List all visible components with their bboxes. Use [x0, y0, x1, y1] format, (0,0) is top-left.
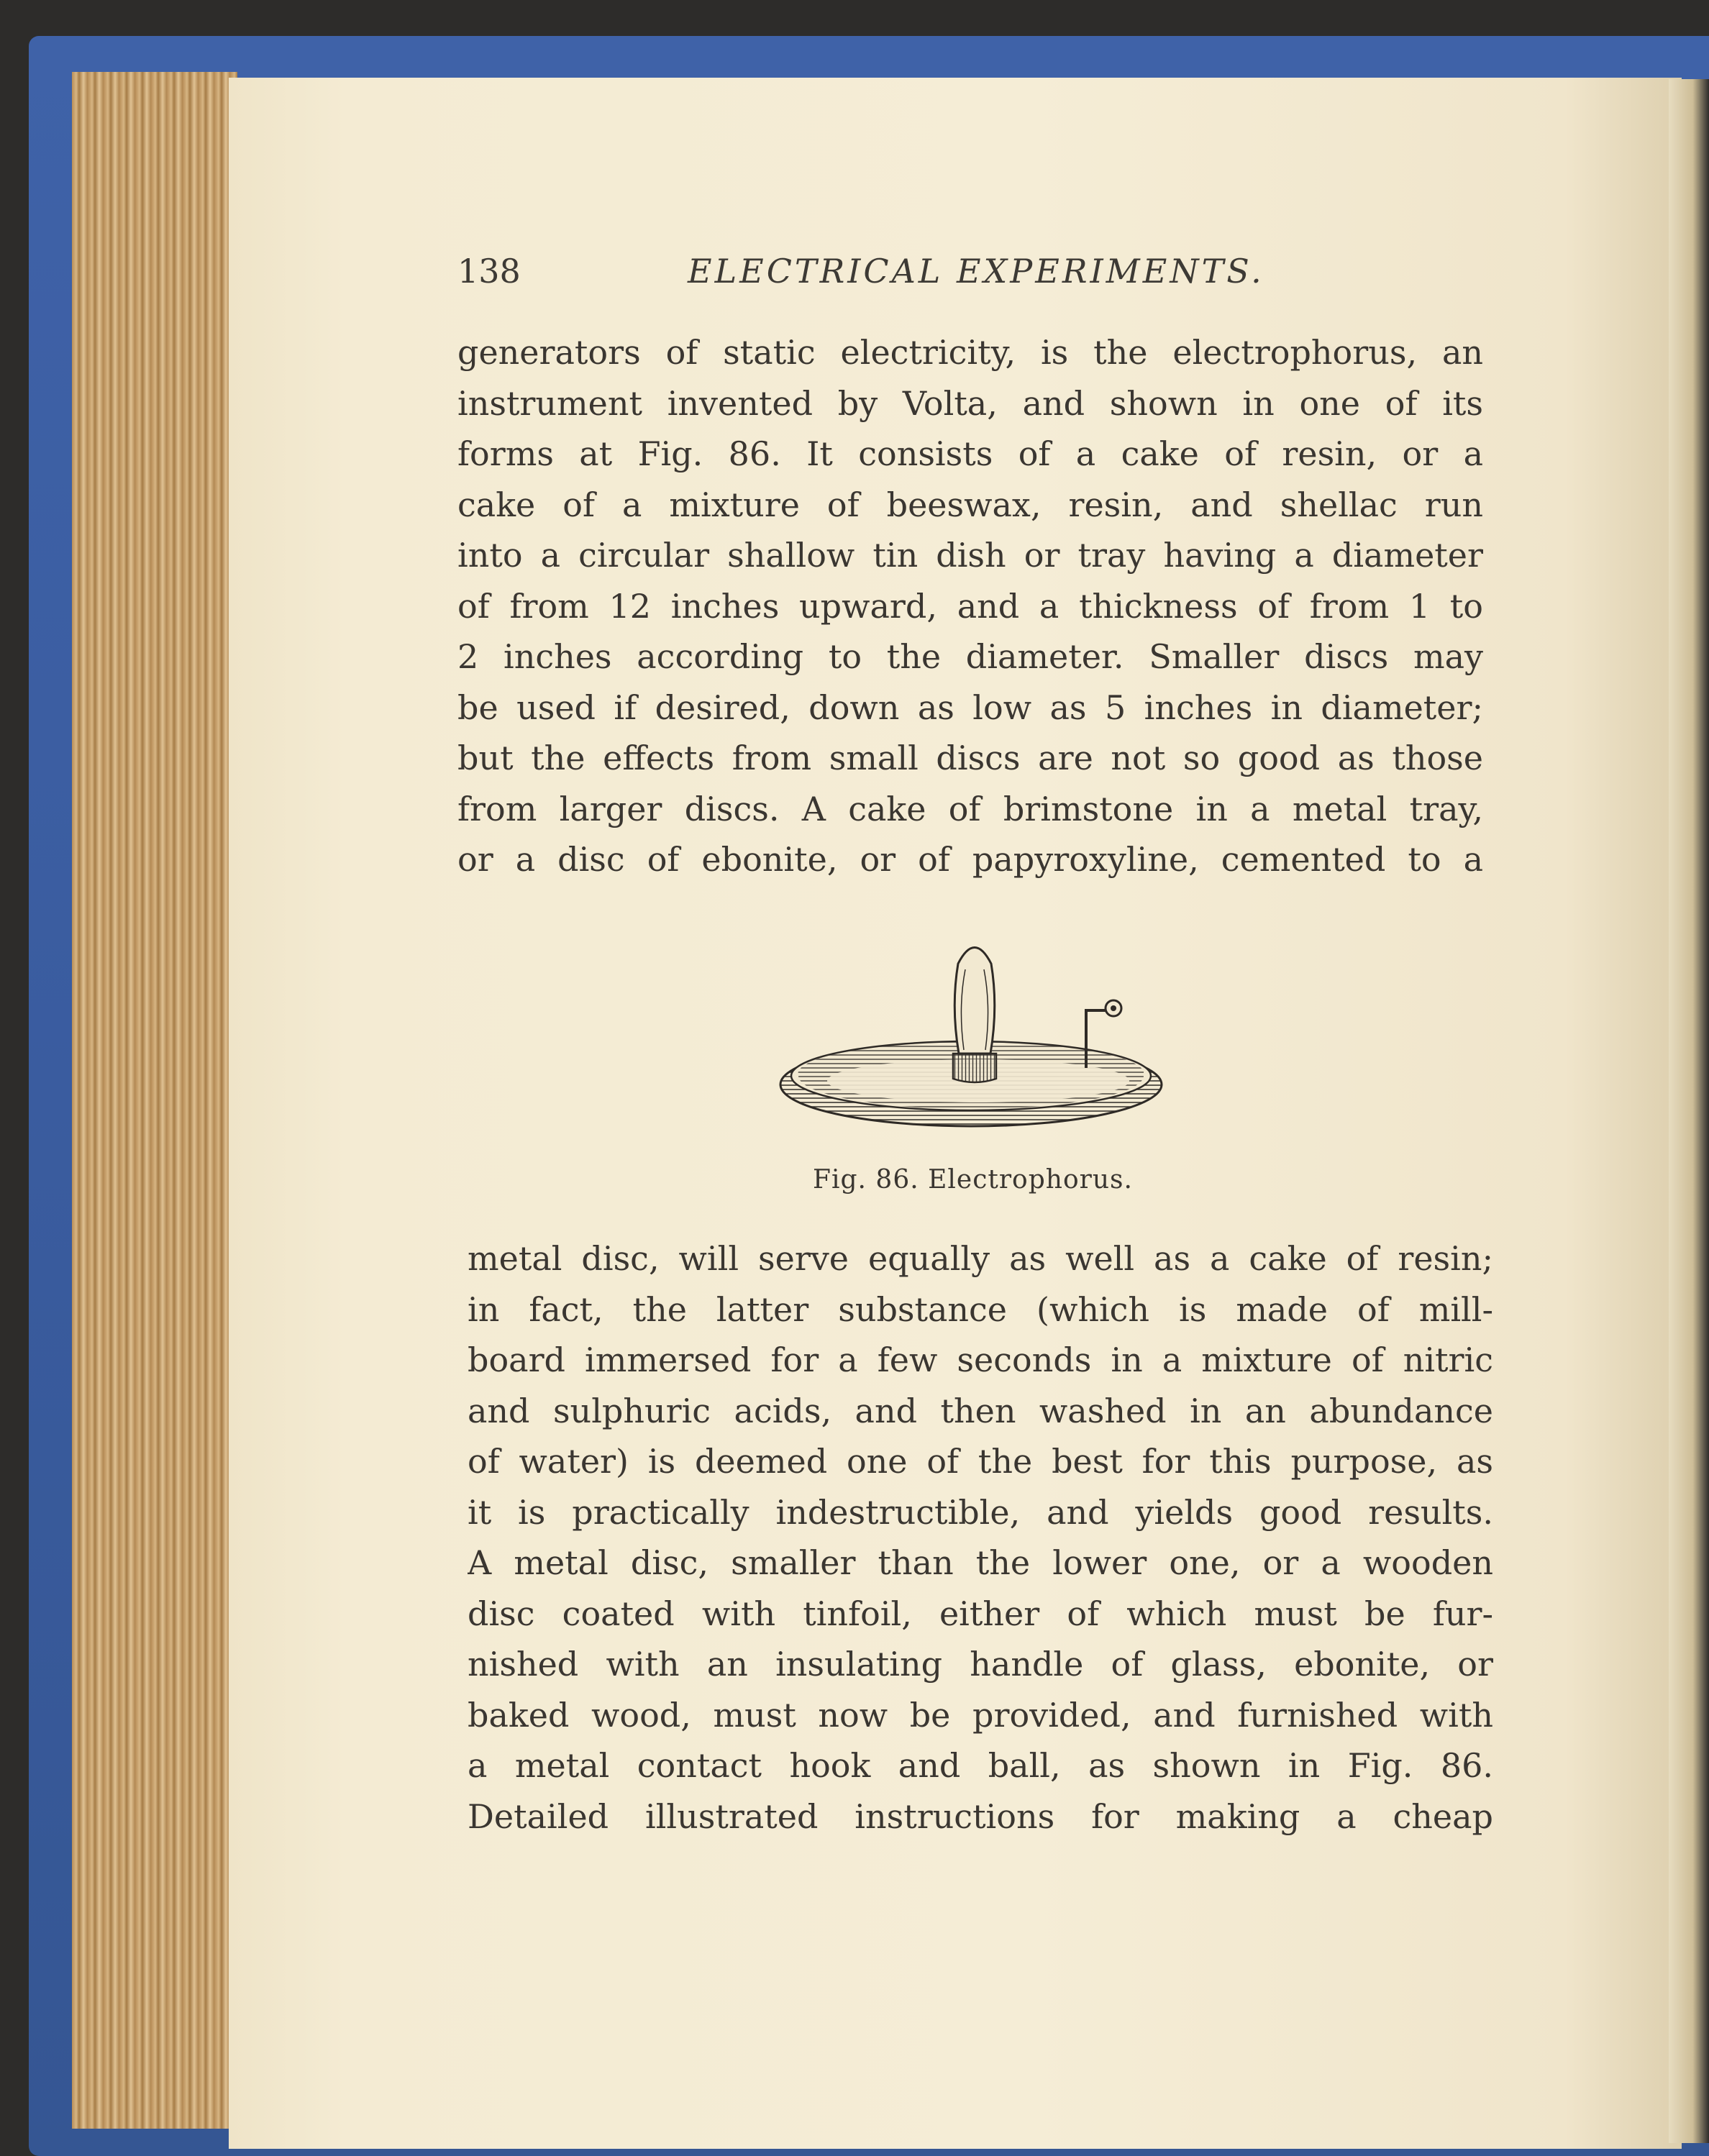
page-number: 138: [457, 252, 521, 291]
text-line: cake of a mixture of beeswax, resin, and shellac run: [457, 485, 1483, 524]
text-line: a metal contact hook and ball, as shown in Fig. 86.: [468, 1746, 1493, 1785]
text-line: and sulphuric acids, and then washed in an abundance: [468, 1391, 1493, 1430]
text-line: but the effects from small discs are not so good as those: [457, 739, 1483, 777]
text-line: board immersed for a few seconds in a mixture of nitric: [468, 1340, 1493, 1379]
running-head: [457, 252, 1285, 309]
text-line: metal disc, will serve equally as well as a cake of resin;: [468, 1239, 1493, 1278]
facing-page-edge: [1669, 79, 1709, 2143]
page-edges: [72, 72, 237, 2129]
text-line: disc coated with tinfoil, either of which must be fur-: [468, 1594, 1493, 1633]
running-title: ELECTRICAL EXPERIMENTS.: [688, 252, 1264, 291]
text-line: or a disc of ebonite, or of papyroxyline, cemented to a: [457, 840, 1483, 879]
paragraph-bottom: [468, 1233, 1493, 1842]
text-line: instrument invented by Volta, and shown in one of its: [457, 383, 1483, 423]
text-line: nished with an insulating handle of glass, ebonite, or: [468, 1645, 1493, 1684]
text-line: it is practically indestructible, and yields good results.: [468, 1492, 1493, 1532]
text-line: of from 12 inches upward, and a thickness of from 1 to: [457, 586, 1483, 626]
text-line: in fact, the latter substance (which is made of mill-: [468, 1289, 1493, 1329]
text-line: Detailed illustrated instructions for making a cheap: [468, 1796, 1493, 1836]
electrophorus-illustration: [770, 928, 1172, 1151]
text-line: A metal disc, smaller than the lower one, or a wooden: [468, 1543, 1493, 1582]
text-line: generators of static electricity, is the electrophorus, an: [457, 333, 1483, 372]
text-line: be used if desired, down as low as 5 inches in diameter;: [457, 688, 1483, 727]
figure-caption: Fig. 86. Electrophorus.: [813, 1165, 1133, 1195]
text-line: from larger discs. A cake of brimstone in a metal tray,: [457, 789, 1483, 828]
text-line: forms at Fig. 86. It consists of a cake of resin, or a: [457, 434, 1483, 473]
text-line: of water) is deemed one of the best for this purpose, as: [468, 1442, 1493, 1481]
text-line: into a circular shallow tin dish or tray having a diameter: [457, 536, 1483, 575]
text-line: 2 inches according to the diameter. Smaller discs may: [457, 637, 1483, 676]
text-line: baked wood, must now be provided, and furnished with: [468, 1695, 1493, 1735]
paragraph-top: [457, 327, 1483, 885]
